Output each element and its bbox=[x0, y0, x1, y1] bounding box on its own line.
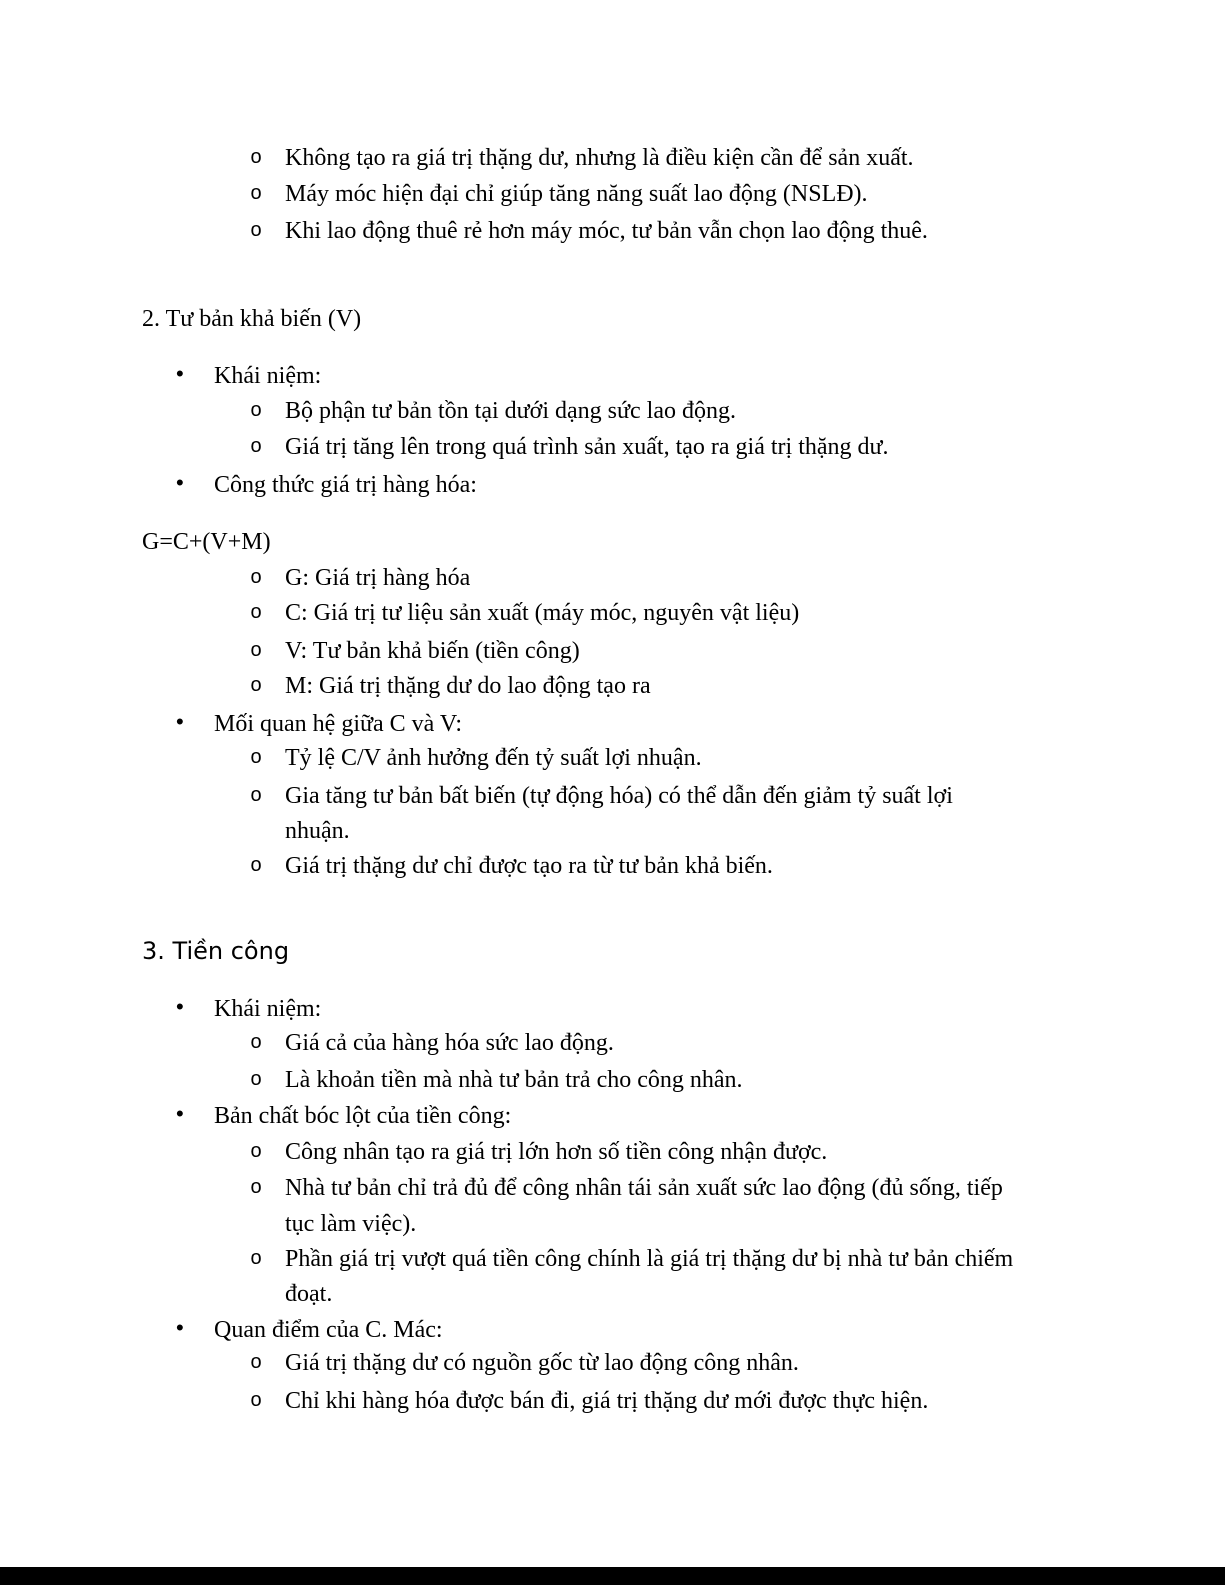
sub-bullet-marker: o bbox=[250, 601, 262, 623]
sub-bullet-marker: o bbox=[250, 1140, 262, 1162]
list-item-continuation: tục làm việc). bbox=[285, 1211, 417, 1237]
bullet-marker: • bbox=[176, 1315, 184, 1340]
list-item: V: Tư bản khả biến (tiền công) bbox=[285, 638, 580, 664]
list-item: C: Giá trị tư liệu sản xuất (máy móc, nguyên vật liệu) bbox=[285, 600, 800, 626]
sub-bullet-marker: o bbox=[250, 674, 262, 696]
sub-bullet-marker: o bbox=[250, 146, 262, 168]
list-item: Giá trị tăng lên trong quá trình sản xuất, tạo ra giá trị thặng dư. bbox=[285, 434, 889, 460]
sub-bullet-marker: o bbox=[250, 784, 262, 806]
list-item: Giá trị thặng dư chỉ được tạo ra từ tư bản khả biến. bbox=[285, 853, 773, 879]
list-item: Tỷ lệ C/V ảnh hưởng đến tỷ suất lợi nhuận. bbox=[285, 745, 702, 771]
sub-bullet-marker: o bbox=[250, 1247, 262, 1269]
list-item: Giá trị thặng dư có nguồn gốc từ lao động công nhân. bbox=[285, 1350, 799, 1376]
list-item: Máy móc hiện đại chỉ giúp tăng năng suất lao động (NSLĐ). bbox=[285, 181, 868, 207]
list-item: Gia tăng tư bản bất biến (tự động hóa) có thể dẫn đến giảm tỷ suất lợi bbox=[285, 783, 953, 809]
list-label: Khái niệm: bbox=[214, 363, 322, 389]
list-item-continuation: đoạt. bbox=[285, 1281, 333, 1307]
list-item: Khi lao động thuê rẻ hơn máy móc, tư bản vẫn chọn lao động thuê. bbox=[285, 218, 928, 244]
list-item: Giá cả của hàng hóa sức lao động. bbox=[285, 1030, 614, 1056]
sub-bullet-marker: o bbox=[250, 854, 262, 876]
formula: G=C+(V+M) bbox=[142, 529, 271, 555]
sub-bullet-marker: o bbox=[250, 1068, 262, 1090]
sub-bullet-marker: o bbox=[250, 746, 262, 768]
sub-bullet-marker: o bbox=[250, 219, 262, 241]
sub-bullet-marker: o bbox=[250, 1389, 262, 1411]
list-item: M: Giá trị thặng dư do lao động tạo ra bbox=[285, 673, 651, 699]
bullet-marker: • bbox=[176, 361, 184, 386]
sub-bullet-marker: o bbox=[250, 399, 262, 421]
bullet-marker: • bbox=[176, 994, 184, 1019]
sub-bullet-marker: o bbox=[250, 182, 262, 204]
list-label: Mối quan hệ giữa C và V: bbox=[214, 711, 463, 737]
list-label: Bản chất bóc lột của tiền công: bbox=[214, 1103, 512, 1129]
section-heading: 2. Tư bản khả biến (V) bbox=[142, 306, 362, 332]
bullet-marker: • bbox=[176, 470, 184, 495]
section-heading: 3. Tiền công bbox=[142, 937, 290, 965]
list-item-continuation: nhuận. bbox=[285, 818, 350, 844]
list-item: Chỉ khi hàng hóa được bán đi, giá trị thặng dư mới được thực hiện. bbox=[285, 1388, 929, 1414]
bullet-marker: • bbox=[176, 709, 184, 734]
list-item: Phần giá trị vượt quá tiền công chính là giá trị thặng dư bị nhà tư bản chiếm bbox=[285, 1246, 1014, 1272]
bullet-marker: • bbox=[176, 1101, 184, 1126]
list-label: Khái niệm: bbox=[214, 996, 322, 1022]
list-item: Công nhân tạo ra giá trị lớn hơn số tiền công nhận được. bbox=[285, 1139, 828, 1165]
list-item: Bộ phận tư bản tồn tại dưới dạng sức lao động. bbox=[285, 398, 736, 424]
sub-bullet-marker: o bbox=[250, 1176, 262, 1198]
list-item: Không tạo ra giá trị thặng dư, nhưng là điều kiện cần để sản xuất. bbox=[285, 145, 914, 171]
sub-bullet-marker: o bbox=[250, 1351, 262, 1373]
list-label: Công thức giá trị hàng hóa: bbox=[214, 472, 477, 498]
list-item: G: Giá trị hàng hóa bbox=[285, 565, 471, 591]
list-label: Quan điểm của C. Mác: bbox=[214, 1317, 443, 1343]
sub-bullet-marker: o bbox=[250, 566, 262, 588]
list-item: Là khoản tiền mà nhà tư bản trả cho công nhân. bbox=[285, 1067, 743, 1093]
sub-bullet-marker: o bbox=[250, 435, 262, 457]
page-bottom-edge bbox=[0, 1567, 1225, 1585]
sub-bullet-marker: o bbox=[250, 639, 262, 661]
sub-bullet-marker: o bbox=[250, 1031, 262, 1053]
list-item: Nhà tư bản chỉ trả đủ để công nhân tái sản xuất sức lao động (đủ sống, tiếp bbox=[285, 1175, 1003, 1201]
